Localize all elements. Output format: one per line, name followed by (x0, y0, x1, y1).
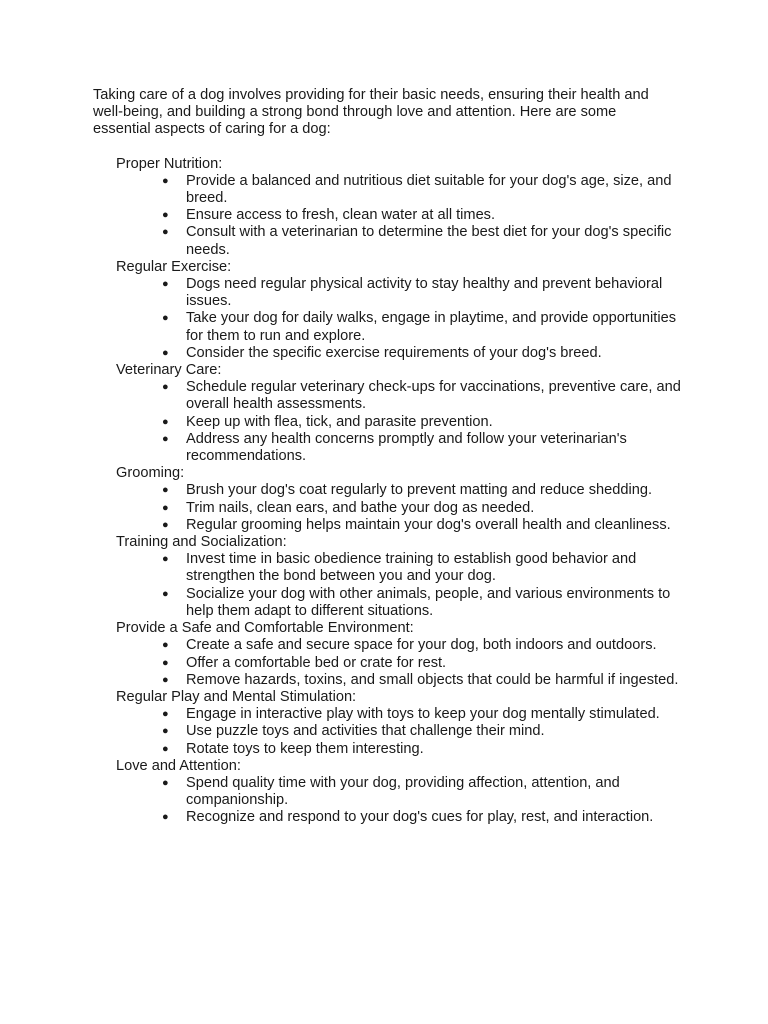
list-item (162, 723, 686, 740)
list-item (162, 671, 686, 689)
section-love-and-attention (93, 758, 693, 827)
bullet-list (93, 775, 693, 827)
section-heading: Proper Nutrition: (116, 155, 223, 172)
bullet-icon: ● (162, 209, 169, 222)
section-heading: Regular Exercise: (116, 258, 232, 275)
section-regular-exercise (93, 259, 693, 362)
bullet-icon: ● (162, 639, 169, 652)
intro-paragraph: Taking care of a dog involves providing for their basic needs, ensuring their health and well-being, and building a strong bond through love and attention. Here are some essential aspects of caring for a dog: (93, 87, 649, 138)
list-item (162, 276, 686, 310)
list-item (162, 585, 686, 620)
bullet-icon: ● (162, 346, 169, 359)
bullet-icon: ● (162, 776, 169, 789)
section-heading: Veterinary Care: (116, 362, 222, 379)
list-item-text: Socialize your dog with other animals, people, and various environments to help them adapt to different situations. (186, 585, 671, 619)
section-proper-nutrition (93, 156, 693, 259)
section-heading: Love and Attention: (116, 757, 241, 774)
bullet-icon: ● (162, 742, 169, 755)
list-item-text: Provide a balanced and nutritious diet suitable for your dog's age, size, and breed. (186, 172, 672, 207)
bullet-icon: ● (162, 278, 169, 291)
bullet-icon: ● (162, 725, 169, 738)
list-item (162, 551, 686, 585)
list-item-text: Ensure access to fresh, clean water at all times. (186, 207, 496, 224)
section-heading: Grooming: (116, 465, 185, 482)
list-item-text: Dogs need regular physical activity to stay healthy and prevent behavioral issues. (186, 276, 663, 310)
list-item-text: Recognize and respond to your dog's cues for play, rest, and interaction. (186, 809, 654, 826)
list-item (162, 516, 686, 534)
bullet-icon: ● (162, 673, 169, 686)
section-heading: Regular Play and Mental Stimulation: (116, 688, 357, 705)
list-item-text: Keep up with flea, tick, and parasite prevention. (186, 413, 493, 430)
list-item-text: Consult with a veterinarian to determine the best diet for your dog's specific needs. (186, 224, 672, 258)
bullet-list (93, 276, 693, 362)
bullet-icon: ● (162, 553, 169, 566)
section-heading: Training and Socialization: (116, 534, 287, 551)
list-item (162, 413, 686, 431)
bullet-icon: ● (162, 501, 169, 514)
list-item-text: Invest time in basic obedience training to establish good behavior and strengthen the bond between you and your dog. (186, 551, 637, 585)
list-item (162, 706, 686, 723)
list-item-text: Brush your dog's coat regularly to prevent matting and reduce shedding. (186, 482, 653, 499)
list-item (162, 172, 686, 207)
bullet-icon: ● (162, 811, 169, 824)
bullet-list (93, 379, 693, 465)
sections-container (93, 156, 693, 827)
document-page (93, 87, 693, 827)
list-item-text: Regular grooming helps maintain your dog's overall health and cleanliness. (186, 516, 671, 533)
list-item-text: Schedule regular veterinary check-ups for vaccinations, preventive care, and overall health assessments. (186, 379, 681, 413)
bullet-icon: ● (162, 432, 169, 445)
list-item-text: Offer a comfortable bed or crate for rest. (186, 654, 447, 671)
list-item (162, 499, 686, 517)
list-item (162, 379, 686, 413)
list-item (162, 344, 686, 362)
bullet-icon: ● (162, 174, 169, 187)
list-item-text: Spend quality time with your dog, providing affection, attention, and companionship. (186, 774, 620, 809)
bullet-icon: ● (162, 484, 169, 497)
list-item-text: Address any health concerns promptly and follow your veterinarian's recommendations. (186, 430, 627, 465)
list-item (162, 740, 686, 758)
section-veterinary-care (93, 362, 693, 465)
section-grooming (93, 465, 693, 534)
bullet-list (93, 482, 693, 534)
bullet-icon: ● (162, 708, 169, 721)
list-item-text: Rotate toys to keep them interesting. (186, 740, 424, 757)
list-item-text: Remove hazards, toxins, and small objects that could be harmful if ingested. (186, 671, 679, 688)
section-safe-environment (93, 620, 693, 689)
bullet-icon: ● (162, 656, 169, 669)
bullet-list (93, 173, 693, 259)
bullet-icon: ● (162, 226, 169, 239)
section-play-and-mental-stimulation (93, 689, 693, 758)
list-item-text: Take your dog for daily walks, engage in playtime, and provide opportunities for them to run and explore. (186, 310, 676, 344)
list-item (162, 654, 686, 672)
bullet-icon: ● (162, 312, 169, 325)
list-item (162, 637, 686, 654)
list-item (162, 809, 686, 826)
bullet-list (93, 551, 693, 620)
list-item-text: Engage in interactive play with toys to keep your dog mentally stimulated. (186, 706, 660, 723)
list-item (162, 774, 686, 809)
section-heading: Provide a Safe and Comfortable Environment: (116, 620, 414, 637)
list-item (162, 482, 686, 499)
list-item-text: Trim nails, clean ears, and bathe your dog as needed. (186, 499, 535, 516)
section-training-and-socialization (93, 534, 693, 620)
bullet-list (93, 637, 693, 689)
bullet-icon: ● (162, 587, 169, 600)
list-item (162, 430, 686, 465)
list-item (162, 224, 686, 258)
list-item-text: Consider the specific exercise requirements of your dog's breed. (186, 344, 602, 361)
list-item-text: Create a safe and secure space for your dog, both indoors and outdoors. (186, 637, 657, 654)
bullet-icon: ● (162, 518, 169, 531)
list-item-text: Use puzzle toys and activities that challenge their mind. (186, 723, 545, 740)
list-item (162, 310, 686, 344)
bullet-icon: ● (162, 381, 169, 394)
bullet-icon: ● (162, 415, 169, 428)
bullet-list (93, 706, 693, 758)
list-item (162, 207, 686, 224)
